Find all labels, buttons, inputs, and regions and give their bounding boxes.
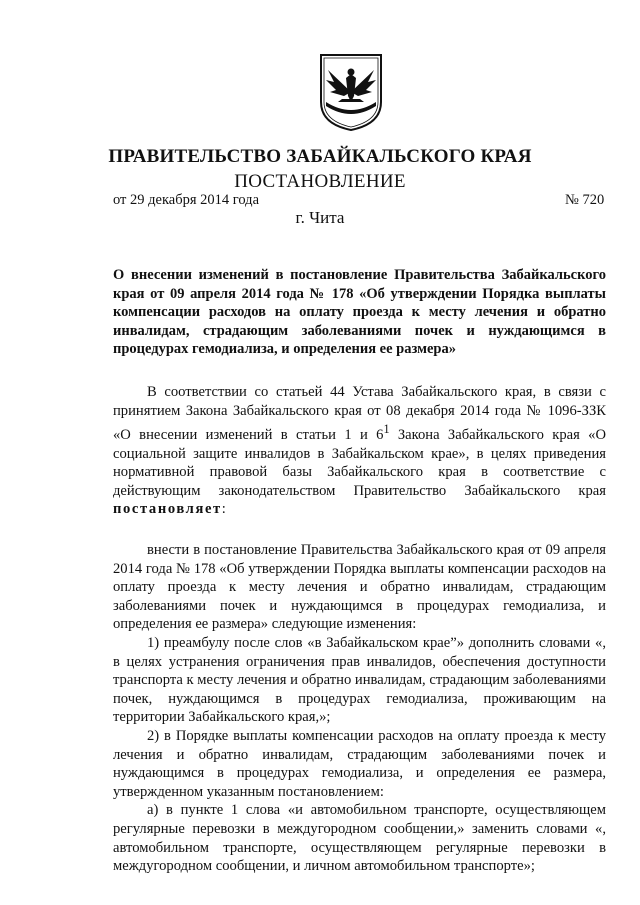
amendment-item-2: 2) в Порядке выплаты компенсации расходов на оплату проезда к месту лечения и обратно инвалидам, страдающим заболеваниями почек и нуждающимся в процедурах гемодиализа, и определения ее размера, утвержденном указанным постановлением: (113, 727, 606, 800)
document-number: № 720 (565, 192, 605, 208)
government-title: ПРАВИТЕЛЬСТВО ЗАБАЙКАЛЬСКОГО КРАЯ (108, 146, 532, 167)
preamble-text-2: Закона Забайкальского края «О социальной защите инвалидов в Забайкальском крае», в целях приведения нормативной правовой базы Забайкальского края в соответствие с действующим законодательством Правительство Забайкальского края (113, 427, 606, 499)
resolves-word: постановляет (113, 501, 222, 518)
preamble-text-1: В соответствии со статьей 44 Устава Забайкальского края, в связи с принятием Закона Забайкальского края от 08 декабря 2014 года № 1096-ЗЗК «О внесении изменений в статьи 1 и 6 (113, 384, 606, 444)
amendment-item-2a: а) в пункте 1 слова «и автомобильном транспорте, осуществляющем регулярные перевозки в междугородном сообщении,» заменить словами «, автомобильном транспорте, осуществляющем регулярные перевозки в междугородном сообщении, и личном автомобильном транспорте»; (113, 802, 606, 875)
document-type: ПОСТАНОВЛЕНИЕ (234, 171, 406, 192)
document-subject: О внесении изменений в постановление Правительства Забайкальского края от 09 апреля 2014 года № 178 «Об утверждении Порядка выплаты компенсации расходов на оплату проезда к месту лечения и обратно инвалидам, страдающим заболеваниями почек и нуждающимся в процедурах гемодиализа, и определения ее размера» (113, 267, 606, 358)
preamble-superscript: 1 (383, 422, 390, 437)
document-body (113, 383, 606, 876)
document-date: от 29 декабря 2014 года (113, 192, 259, 208)
decision-paragraph: внести в постановление Правительства Забайкальского края от 09 апреля 2014 года № 178 «Об утверждении Порядка выплаты компенсации расходов на оплату проезда к месту лечения и обратно инвалидам, страдающим заболеваниями почек и нуждающимся в процедурах гемодиализа, и определения ее размера» следующие изменения: (113, 542, 606, 633)
resolves-colon: : (221, 501, 226, 518)
coat-of-arms-icon (318, 52, 384, 132)
document-city: г. Чита (295, 208, 345, 227)
amendment-item-1: 1) преамбулу после слов «в Забайкальском крае”» дополнить словами «, в целях устранения ограничения прав инвалидов, обеспечения доступности транспорта к месту лечения и обратно инвалидам, страдающим заболеваниями почек, нуждающимся в процедурах гемодиализа, проживающим на территории Забайкальского края,»; (113, 634, 606, 726)
preamble-paragraph (113, 383, 606, 519)
